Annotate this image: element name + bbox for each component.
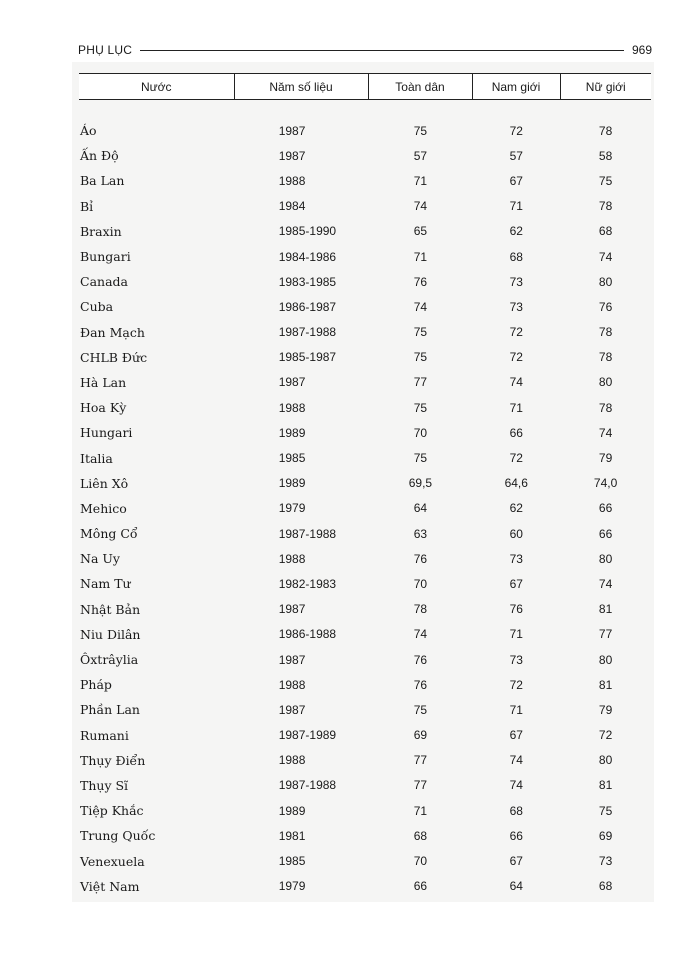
cell-life-expectancy-female: 81	[598, 778, 613, 793]
cell-life-expectancy-male: 74	[509, 778, 523, 793]
cell-life-expectancy-female: 66	[598, 501, 613, 516]
table-row	[79, 168, 651, 193]
running-head	[78, 40, 652, 60]
cell-year: 1985-1987	[278, 350, 337, 365]
cell-year: 1989	[278, 476, 306, 491]
cell-life-expectancy-male: 68	[509, 803, 523, 818]
cell-life-expectancy-male: 62	[509, 501, 523, 516]
cell-year: 1979	[278, 501, 306, 516]
cell-life-expectancy-all: 69,5	[408, 476, 433, 491]
cell-life-expectancy-female: 81	[598, 602, 613, 617]
table-row	[79, 723, 651, 748]
table-row	[79, 622, 651, 647]
cell-year: 1987-1988	[278, 325, 337, 340]
cell-life-expectancy-all: 78	[413, 602, 428, 617]
cell-life-expectancy-all: 68	[413, 828, 428, 843]
cell-country: Bỉ	[80, 198, 94, 214]
table-row	[79, 672, 651, 697]
cell-life-expectancy-female: 77	[598, 627, 613, 642]
column-header-female: Nữ giới	[560, 74, 651, 100]
cell-year: 1985	[278, 451, 306, 466]
cell-life-expectancy-male: 67	[509, 576, 523, 591]
cell-life-expectancy-all: 71	[413, 803, 428, 818]
page-number: 969	[631, 43, 652, 57]
running-head-rule	[140, 50, 624, 51]
cell-life-expectancy-female: 78	[598, 199, 613, 214]
cell-life-expectancy-female: 73	[598, 854, 613, 869]
cell-life-expectancy-male: 71	[509, 702, 523, 717]
cell-life-expectancy-male: 72	[509, 325, 523, 340]
cell-life-expectancy-male: 73	[509, 652, 523, 667]
cell-life-expectancy-female: 80	[598, 551, 613, 566]
cell-life-expectancy-male: 68	[509, 249, 523, 264]
cell-year: 1987	[278, 602, 306, 617]
cell-life-expectancy-female: 58	[598, 148, 613, 163]
cell-life-expectancy-all: 76	[413, 652, 428, 667]
table-row	[79, 597, 651, 622]
cell-life-expectancy-female: 72	[598, 728, 613, 743]
cell-country: Canada	[80, 274, 128, 290]
cell-life-expectancy-all: 77	[413, 375, 428, 390]
cell-country: Nhật Bản	[80, 601, 141, 617]
table-row	[79, 697, 651, 722]
table-row	[79, 647, 651, 672]
table-row	[79, 294, 651, 319]
cell-life-expectancy-male: 57	[509, 148, 523, 163]
cell-year: 1987	[278, 123, 306, 138]
column-header-all: Toàn dân	[368, 74, 472, 100]
cell-year: 1987	[278, 652, 306, 667]
cell-country: Mehico	[80, 500, 127, 516]
cell-life-expectancy-all: 75	[413, 350, 428, 365]
cell-year: 1988	[278, 173, 306, 188]
cell-year: 1979	[278, 879, 306, 894]
cell-life-expectancy-all: 74	[413, 299, 428, 314]
cell-country: Phần Lan	[80, 702, 140, 718]
cell-life-expectancy-male: 67	[509, 728, 523, 743]
cell-life-expectancy-all: 75	[413, 400, 428, 415]
cell-life-expectancy-all: 75	[413, 123, 428, 138]
cell-life-expectancy-female: 68	[598, 224, 613, 239]
cell-country: Mông Cổ	[80, 526, 138, 542]
cell-year: 1987	[278, 702, 306, 717]
table-row	[79, 244, 651, 269]
cell-life-expectancy-female: 78	[598, 123, 613, 138]
cell-year: 1987	[278, 375, 306, 390]
cell-life-expectancy-male: 73	[509, 274, 523, 289]
cell-country: Việt Nam	[80, 878, 140, 894]
cell-country: Thụy Điển	[80, 752, 146, 768]
cell-life-expectancy-all: 77	[413, 778, 428, 793]
cell-year: 1989	[278, 803, 306, 818]
table-row	[79, 370, 651, 395]
cell-year: 1988	[278, 400, 306, 415]
table-row	[79, 471, 651, 496]
cell-life-expectancy-female: 66	[598, 526, 613, 541]
cell-life-expectancy-female: 78	[598, 350, 613, 365]
cell-country: Ôxtrâylia	[80, 652, 139, 668]
table-row	[79, 194, 651, 219]
cell-life-expectancy-female: 80	[598, 652, 613, 667]
table-row	[79, 420, 651, 445]
table-row	[79, 874, 651, 899]
cell-life-expectancy-all: 70	[413, 854, 428, 869]
cell-year: 1981	[278, 828, 306, 843]
cell-life-expectancy-female: 78	[598, 400, 613, 415]
cell-life-expectancy-female: 69	[598, 828, 613, 843]
cell-life-expectancy-female: 68	[598, 879, 613, 894]
cell-life-expectancy-all: 76	[413, 677, 428, 692]
cell-year: 1984	[278, 199, 306, 214]
table-row	[79, 395, 651, 420]
cell-life-expectancy-male: 67	[509, 854, 523, 869]
cell-country: Na Uy	[80, 551, 120, 567]
cell-life-expectancy-male: 71	[509, 400, 523, 415]
table-row	[79, 118, 651, 143]
cell-life-expectancy-male: 73	[509, 551, 523, 566]
cell-life-expectancy-male: 60	[509, 526, 523, 541]
table-row	[79, 269, 651, 294]
cell-life-expectancy-male: 66	[509, 425, 523, 440]
cell-life-expectancy-male: 67	[509, 173, 523, 188]
table-header	[79, 73, 651, 100]
table-row	[79, 143, 651, 168]
cell-country: Thụy Sĩ	[80, 777, 129, 793]
cell-life-expectancy-female: 74,0	[593, 476, 618, 491]
cell-life-expectancy-all: 76	[413, 274, 428, 289]
cell-life-expectancy-male: 62	[509, 224, 523, 239]
cell-life-expectancy-male: 72	[509, 350, 523, 365]
cell-life-expectancy-all: 74	[413, 627, 428, 642]
cell-life-expectancy-all: 66	[413, 879, 428, 894]
column-header-male: Nam giới	[472, 74, 560, 100]
cell-country: Cuba	[80, 299, 114, 315]
column-header-country: Nước	[79, 74, 234, 100]
table-row	[79, 571, 651, 596]
table-row	[79, 445, 651, 470]
cell-life-expectancy-male: 71	[509, 199, 523, 214]
cell-country: Braxin	[80, 223, 122, 239]
cell-year: 1982-1983	[278, 576, 337, 591]
table-row	[79, 496, 651, 521]
cell-life-expectancy-all: 75	[413, 451, 428, 466]
cell-life-expectancy-male: 73	[509, 299, 523, 314]
cell-life-expectancy-female: 78	[598, 325, 613, 340]
cell-year: 1983-1985	[278, 274, 337, 289]
cell-life-expectancy-male: 74	[509, 753, 523, 768]
cell-life-expectancy-all: 70	[413, 425, 428, 440]
cell-country: Hoa Kỳ	[80, 400, 127, 416]
cell-life-expectancy-male: 72	[509, 123, 523, 138]
cell-life-expectancy-female: 74	[598, 576, 613, 591]
cell-life-expectancy-female: 74	[598, 249, 613, 264]
cell-life-expectancy-female: 75	[598, 803, 613, 818]
cell-country: Ba Lan	[80, 173, 125, 189]
cell-life-expectancy-all: 71	[413, 249, 428, 264]
cell-life-expectancy-all: 75	[413, 325, 428, 340]
cell-year: 1987-1989	[278, 728, 337, 743]
cell-life-expectancy-all: 70	[413, 576, 428, 591]
cell-country: Hà Lan	[80, 374, 127, 390]
cell-year: 1986-1988	[278, 627, 337, 642]
cell-country: Venexuela	[80, 853, 145, 869]
cell-year: 1984-1986	[278, 249, 337, 264]
cell-life-expectancy-all: 74	[413, 199, 428, 214]
cell-year: 1988	[278, 551, 306, 566]
running-head-title: PHỤ LỤC	[78, 43, 133, 57]
cell-country: Italia	[80, 450, 113, 466]
cell-life-expectancy-male: 72	[509, 451, 523, 466]
cell-country: CHLB Đức	[80, 349, 148, 365]
cell-life-expectancy-all: 63	[413, 526, 428, 541]
cell-life-expectancy-all: 57	[413, 148, 428, 163]
table-row	[79, 748, 651, 773]
cell-year: 1989	[278, 425, 306, 440]
cell-life-expectancy-female: 79	[598, 451, 613, 466]
cell-year: 1985	[278, 854, 306, 869]
cell-life-expectancy-male: 64	[509, 879, 523, 894]
cell-country: Liên Xô	[80, 475, 129, 491]
cell-life-expectancy-female: 80	[598, 753, 613, 768]
cell-life-expectancy-all: 71	[413, 173, 428, 188]
cell-life-expectancy-all: 64	[413, 501, 428, 516]
cell-year: 1987	[278, 148, 306, 163]
cell-country: Áo	[80, 123, 97, 139]
cell-life-expectancy-male: 71	[509, 627, 523, 642]
cell-life-expectancy-female: 80	[598, 274, 613, 289]
table-row	[79, 320, 651, 345]
cell-life-expectancy-male: 74	[509, 375, 523, 390]
cell-life-expectancy-male: 76	[509, 602, 523, 617]
cell-life-expectancy-male: 64,6	[504, 476, 528, 491]
cell-year: 1987-1988	[278, 778, 337, 793]
cell-country: Niu Dilân	[80, 626, 141, 642]
cell-country: Trung Quốc	[80, 828, 156, 844]
cell-life-expectancy-all: 75	[413, 702, 428, 717]
cell-life-expectancy-female: 76	[598, 299, 613, 314]
table-row	[79, 773, 651, 798]
table-row	[79, 823, 651, 848]
cell-life-expectancy-male: 72	[509, 677, 523, 692]
table-row	[79, 546, 651, 571]
cell-life-expectancy-female: 80	[598, 375, 613, 390]
table-body	[79, 118, 651, 899]
cell-country: Pháp	[80, 677, 112, 693]
cell-life-expectancy-female: 75	[598, 173, 613, 188]
table-row	[79, 848, 651, 873]
cell-country: Đan Mạch	[80, 324, 145, 340]
table-row	[79, 521, 651, 546]
cell-life-expectancy-male: 66	[509, 828, 523, 843]
cell-life-expectancy-female: 81	[598, 677, 613, 692]
cell-life-expectancy-female: 74	[598, 425, 613, 440]
table-row	[79, 345, 651, 370]
cell-life-expectancy-female: 79	[598, 702, 613, 717]
cell-life-expectancy-all: 76	[413, 551, 428, 566]
cell-country: Rumani	[80, 727, 129, 743]
cell-country: Bungari	[80, 249, 131, 265]
cell-year: 1986-1987	[278, 299, 337, 314]
cell-country: Hungari	[80, 425, 133, 441]
cell-year: 1988	[278, 753, 306, 768]
cell-life-expectancy-all: 65	[413, 224, 428, 239]
cell-life-expectancy-all: 77	[413, 753, 428, 768]
cell-life-expectancy-all: 69	[413, 728, 428, 743]
cell-country: Tiệp Khắc	[80, 803, 144, 819]
cell-year: 1988	[278, 677, 306, 692]
cell-year: 1985-1990	[278, 224, 337, 239]
cell-year: 1987-1988	[278, 526, 337, 541]
table-row	[79, 219, 651, 244]
cell-country: Ấn Độ	[80, 148, 119, 164]
column-header-year: Năm số liệu	[234, 74, 368, 100]
cell-country: Nam Tư	[80, 576, 131, 592]
table-row	[79, 798, 651, 823]
